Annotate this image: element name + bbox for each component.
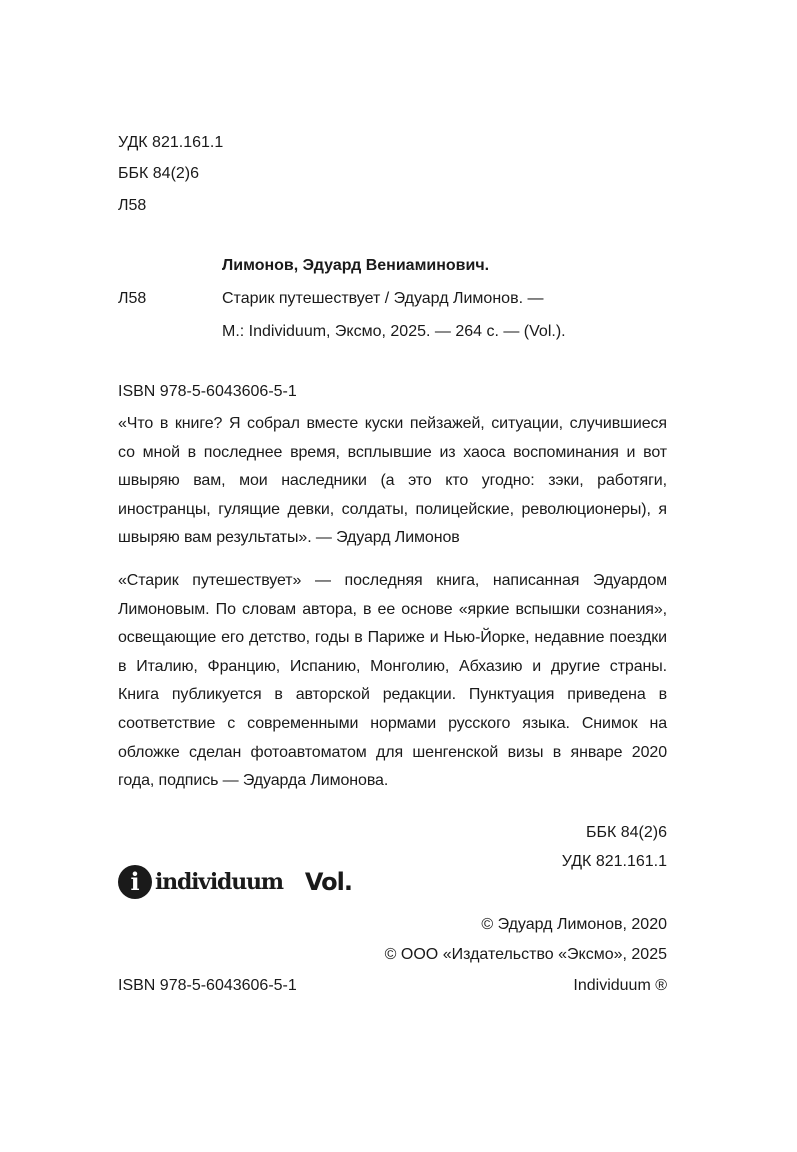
isbn-bottom: ISBN 978-5-6043606-5-1 — [118, 977, 297, 994]
imprint-mark: Individuum ® — [573, 977, 667, 994]
bbk-code: ББК 84(2)6 — [118, 165, 200, 182]
publisher-logos — [118, 862, 352, 902]
footer-udk: УДК 821.161.1 — [561, 853, 667, 870]
imprint-line: М.: Individuum, Эксмо, 2025. — 264 с. — (Vol.). — [222, 323, 566, 340]
annotation-quote: «Что в книге? Я собрал вместе куски пейзажей, ситуации, случившиеся со мной в последнее время, всплывшие из хаоса воспоминания и вот швыряю вам, мои наследники (а это кто угодно: зэки, работяги, иностранцы, гулящие девки, солдаты, полицейские, революционеры), я швыряю вам результаты». — Эдуард Лимонов — [118, 415, 667, 547]
author-heading: Лимонов, Эдуард Вениаминович. — [222, 257, 490, 274]
title-line: Старик путешествует / Эдуард Лимонов. — — [222, 290, 544, 307]
author-sign: Л58 — [118, 197, 147, 214]
udk-code: УДК 821.161.1 — [118, 134, 224, 151]
individuum-i-icon: i — [118, 865, 152, 899]
footer-bbk: ББК 84(2)6 — [585, 824, 667, 841]
copyright-publisher: © ООО «Издательство «Эксмо», 2025 — [384, 946, 667, 963]
isbn-top: ISBN 978-5-6043606-5-1 — [118, 383, 297, 400]
individuum-logo-text: individuum — [155, 869, 283, 895]
annotation-text: «Старик путешествует» — последняя книга, написанная Эдуардом Лимоновым. По словам автора, в ее основе «яркие вспышки сознания», освещающие его детство, годы в Париже и Нью-Йорке, недавние поездки в Италию, Францию, Испанию, Монголию, Абхазию и другие страны. Книга публикуется в авторской редакции. Пунктуация приведена в соответствие с современными нормами русского языка. Снимок на обложке сделан фотоавтоматом для шенгенской визы в январе 2020 года, подпись — Эдуарда Лимонова. — [118, 572, 667, 790]
vol-series-logo: Vol. — [304, 868, 352, 896]
copyright-author: © Эдуард Лимонов, 2020 — [481, 916, 667, 933]
bibliography-sign: Л58 — [118, 290, 147, 307]
